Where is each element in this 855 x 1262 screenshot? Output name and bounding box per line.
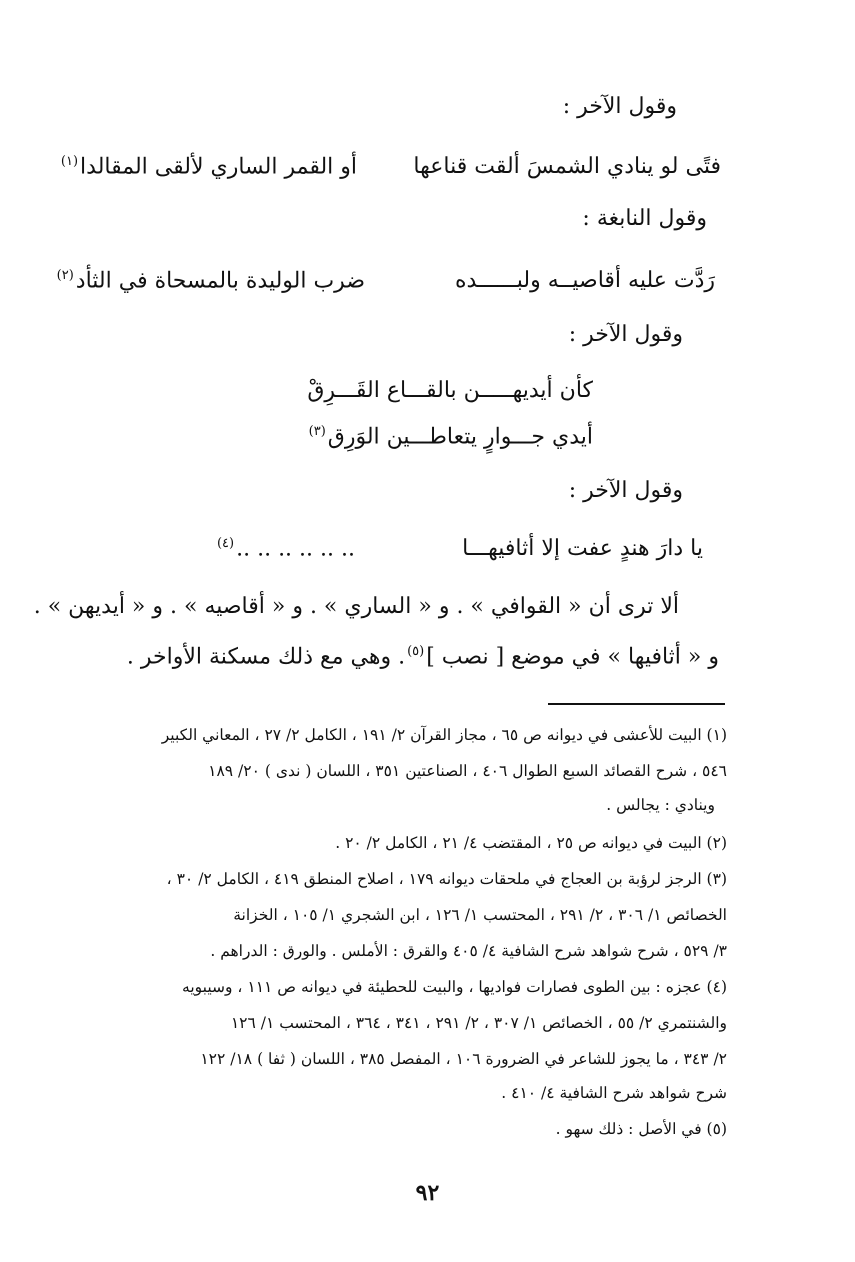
footnote-4-line-3: ٢/ ٣٤٣ ، ما يجوز للشاعر في الضرورة ١٠٦ ، المفصل ٣٨٥ ، اللسان ( ثفا ) ١٨/ ١٢٢	[200, 1050, 727, 1068]
paragraph-line-2	[127, 644, 719, 669]
paragraph-line-2-end: . وهي مع ذلك مسكنة الأواخر .	[126, 644, 406, 670]
intro-line-2: وقول النابغة :	[582, 206, 707, 231]
footnote-1-line-1: (١) البيت للأعشى في ديوانه ص ٦٥ ، مجاز القرآن ٢/ ١٩١ ، الكامل ٢/ ٢٧ ، المعاني الكبير	[161, 726, 727, 744]
footnote-ref-1: (١)	[60, 154, 79, 169]
verse-4-first-hemistich: يا دارَ هندٍ عفت إلا أثافيهـــا	[462, 536, 703, 561]
verse-2-second-hemistich	[55, 268, 365, 293]
footnote-ref-3: (٣)	[308, 424, 326, 439]
footnote-1-line-3: وينادي : يجالس .	[606, 796, 715, 814]
footnote-1-line-2: ٥٤٦ ، شرح القصائد السبع الطوال ٤٠٦ ، الصناعتين ٣٥١ ، اللسان ( ندى ) ٢٠/ ١٨٩	[208, 762, 727, 780]
footnote-ref-2: (٢)	[56, 268, 74, 283]
verse-4-ellipsis: .. .. .. .. .. ..	[236, 536, 355, 562]
intro-line-1: وقول الآخر :	[562, 94, 677, 119]
intro-line-3: وقول الآخر :	[568, 322, 683, 347]
paragraph-line-2-start: و « أثافيها » في موضع [ نصب ]	[426, 644, 719, 670]
verse-1-second-hemistich	[59, 154, 357, 179]
footnote-3-line-2: الخصائص ١/ ٣٠٦ ، ٢/ ٢٩١ ، المحتسب ١/ ١٢٦ ، ابن الشجري ١/ ١٠٥ ، الخزانة	[233, 906, 727, 924]
verse-3-text: أيدي جـــوارٍ يتعاطـــين الوَرِق	[327, 424, 593, 450]
footnote-ref-5: (٥)	[407, 644, 425, 659]
verse-1-first-hemistich: فتًى لو ينادي الشمسَ ألقت قناعها	[413, 154, 721, 179]
verse-3-line-1: كأن أيديهـــــن بالقـــاع القَـــرِقْ	[307, 378, 593, 403]
verse-2-first-hemistich: رَدَّت عليه أقاصيــه ولبــــــده	[454, 268, 715, 293]
footnote-4-line-4: شرح شواهد شرح الشافية ٤/ ٤١٠ .	[501, 1084, 727, 1102]
verse-3-line-2	[307, 424, 593, 449]
footnote-4-line-2: والشنتمري ٢/ ٥٥ ، الخصائص ١/ ٣٠٧ ، ٢/ ٢٩١ ، ٣٤١ ، ٣٦٤ ، المحتسب ١/ ١٢٦	[230, 1014, 727, 1032]
footnote-divider	[548, 703, 725, 705]
page-number: ٩٢	[415, 1180, 440, 1206]
footnote-ref-4: (٤)	[216, 536, 235, 551]
verse-1-text: أو القمر الساري لألقى المقالدا	[80, 154, 357, 180]
verse-4-second-hemistich	[215, 536, 355, 561]
footnote-4-line-1: (٤) عجزه : بين الطوى فصارات فواديها ، والبيت للحطيئة في ديوانه ص ١١١ ، وسيبويه	[182, 978, 727, 996]
paragraph-line-1: ألا ترى أن « القوافي » . و « الساري » . و « أقاصيه » . و « أيديهن » .	[33, 594, 679, 619]
footnote-3-line-3: ٣/ ٥٢٩ ، شرح شواهد شرح الشافية ٤/ ٤٠٥ والقرق : الأملس . والورق : الدراهم .	[210, 942, 727, 960]
footnote-2-line-1: (٢) البيت في ديوانه ص ٢٥ ، المقتضب ٤/ ٢١ ، الكامل ٢/ ٢٠ .	[335, 834, 727, 852]
intro-line-4: وقول الآخر :	[568, 478, 683, 503]
verse-2-text: ضرب الوليدة بالمسحاة في الثأد	[75, 268, 365, 294]
footnote-3-line-1: (٣) الرجز لرؤبة بن العجاج في ملحقات ديوانه ١٧٩ ، اصلاح المنطق ٤١٩ ، الكامل ٢/ ٣٠ ،	[166, 870, 727, 888]
footnote-5-line-1: (٥) في الأصل : ذلك سهو .	[555, 1120, 727, 1138]
